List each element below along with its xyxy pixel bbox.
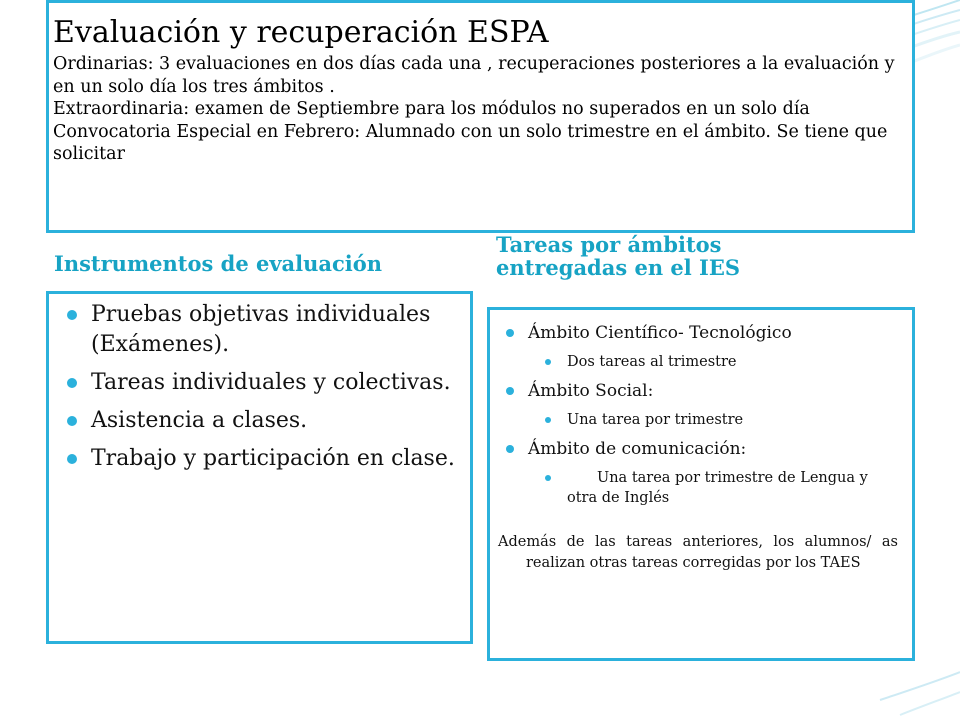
list-item <box>65 444 456 474</box>
ambito-sub-text: Dos tareas al trimestre <box>567 354 737 370</box>
page-title: Evaluación y recuperación ESPA <box>53 15 549 50</box>
ambito-social-subitem <box>498 410 898 430</box>
list-item-text: Trabajo y participación en clase. <box>91 446 455 471</box>
ambito-social-item <box>498 380 898 402</box>
ambito-cientifico-item <box>498 322 898 344</box>
bullet-icon <box>506 445 514 453</box>
title-box <box>46 0 915 233</box>
list-item <box>65 368 456 398</box>
title-body <box>53 53 900 166</box>
sub-bullet-icon <box>545 475 551 481</box>
extraordinaria-text: Extraordinaria: examen de Septiembre para los módulos no superados en un solo día <box>53 99 810 119</box>
bullet-icon <box>67 378 77 388</box>
bullet-icon <box>506 387 514 395</box>
ambito-label: Ámbito de comunicación: <box>528 439 747 459</box>
tareas-box <box>487 307 915 661</box>
bullet-icon <box>67 454 77 464</box>
instrumentos-list <box>65 300 456 474</box>
sub-bullet-icon <box>545 359 551 365</box>
bullet-icon <box>67 310 77 320</box>
tareas-heading-line2: entregadas en el IES <box>496 255 741 280</box>
ambito-cientifico-subitem <box>498 352 898 372</box>
ambito-comunicacion-item <box>498 438 898 460</box>
ambito-comunicacion-subitem <box>498 468 898 508</box>
list-item-text: Asistencia a clases. <box>91 408 308 433</box>
list-item <box>65 406 456 436</box>
ambito-sub-text: Una tarea por trimestre <box>567 412 744 428</box>
ambito-label: Ámbito Científico- Tecnológico <box>528 323 792 343</box>
taes-note: Además de las tareas anteriores, los alumnos/ as realizan otras tareas corregidas por los TAES <box>498 534 898 571</box>
list-item <box>65 300 456 360</box>
convocatoria-especial-text: Convocatoria Especial en Febrero: Alumnado con un solo trimestre en el ámbito. Se tiene que solicitar <box>53 121 888 164</box>
tareas-list <box>498 322 898 508</box>
list-item-text: Tareas individuales y colectivas. <box>91 370 451 395</box>
ambito-sub-text: Una tarea por trimestre de Lengua y otra de Inglés <box>567 470 868 506</box>
sub-bullet-icon <box>545 417 551 423</box>
ambito-label: Ámbito Social: <box>528 381 654 401</box>
tareas-heading-line1: Tareas por ámbitos <box>496 232 722 257</box>
bullet-icon <box>506 329 514 337</box>
tareas-heading <box>496 233 740 279</box>
bullet-icon <box>67 416 77 426</box>
instrumentos-heading: Instrumentos de evaluación <box>54 251 383 276</box>
list-item-text: Pruebas objetivas individuales (Exámenes). <box>91 302 431 357</box>
instrumentos-box <box>46 291 473 644</box>
ordinarias-text: Ordinarias: 3 evaluaciones en dos días cada una , recuperaciones posteriores a la evaluación y en un solo día los tres ámbitos . <box>53 54 895 97</box>
